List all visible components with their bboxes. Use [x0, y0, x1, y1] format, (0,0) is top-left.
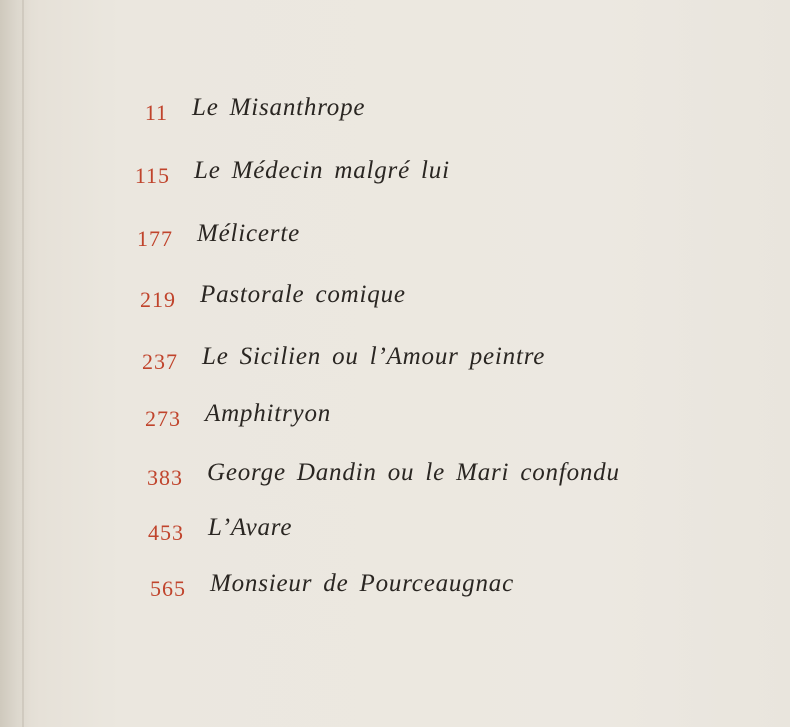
toc-entry — [124, 157, 684, 203]
toc-entry — [122, 94, 682, 140]
toc-page-number: 273 — [145, 406, 181, 431]
toc-title: Le Médecin malgré lui — [194, 157, 450, 184]
toc-entry — [138, 514, 698, 560]
toc-page-number: 11 — [144, 100, 168, 125]
toc-page-number: 565 — [150, 576, 186, 601]
toc-page-number: 115 — [134, 163, 170, 188]
toc-page-number: 219 — [140, 287, 176, 312]
toc-title: Amphitryon — [205, 400, 332, 427]
page-fold — [22, 0, 24, 727]
toc-page-number: 453 — [148, 520, 184, 545]
toc-entry — [135, 400, 695, 446]
toc-entry — [137, 459, 697, 505]
toc-page-number: 383 — [147, 465, 183, 490]
toc-entry — [127, 220, 687, 266]
toc-entry — [132, 343, 692, 389]
toc-title: Mélicerte — [197, 220, 300, 247]
toc-title: Monsieur de Pourceaugnac — [210, 570, 514, 597]
toc-title: Pastorale comique — [200, 281, 406, 308]
toc-entry — [140, 570, 700, 616]
toc-title: George Dandin ou le Mari confondu — [207, 459, 620, 486]
toc-title: L’Avare — [208, 514, 293, 541]
toc-page-number: 177 — [137, 226, 173, 251]
toc-title: Le Sicilien ou l’Amour peintre — [202, 343, 546, 370]
toc-page-number: 237 — [142, 349, 178, 374]
toc-title: Le Misanthrope — [192, 94, 366, 121]
page-gutter — [0, 0, 30, 727]
toc-entry — [130, 281, 690, 327]
